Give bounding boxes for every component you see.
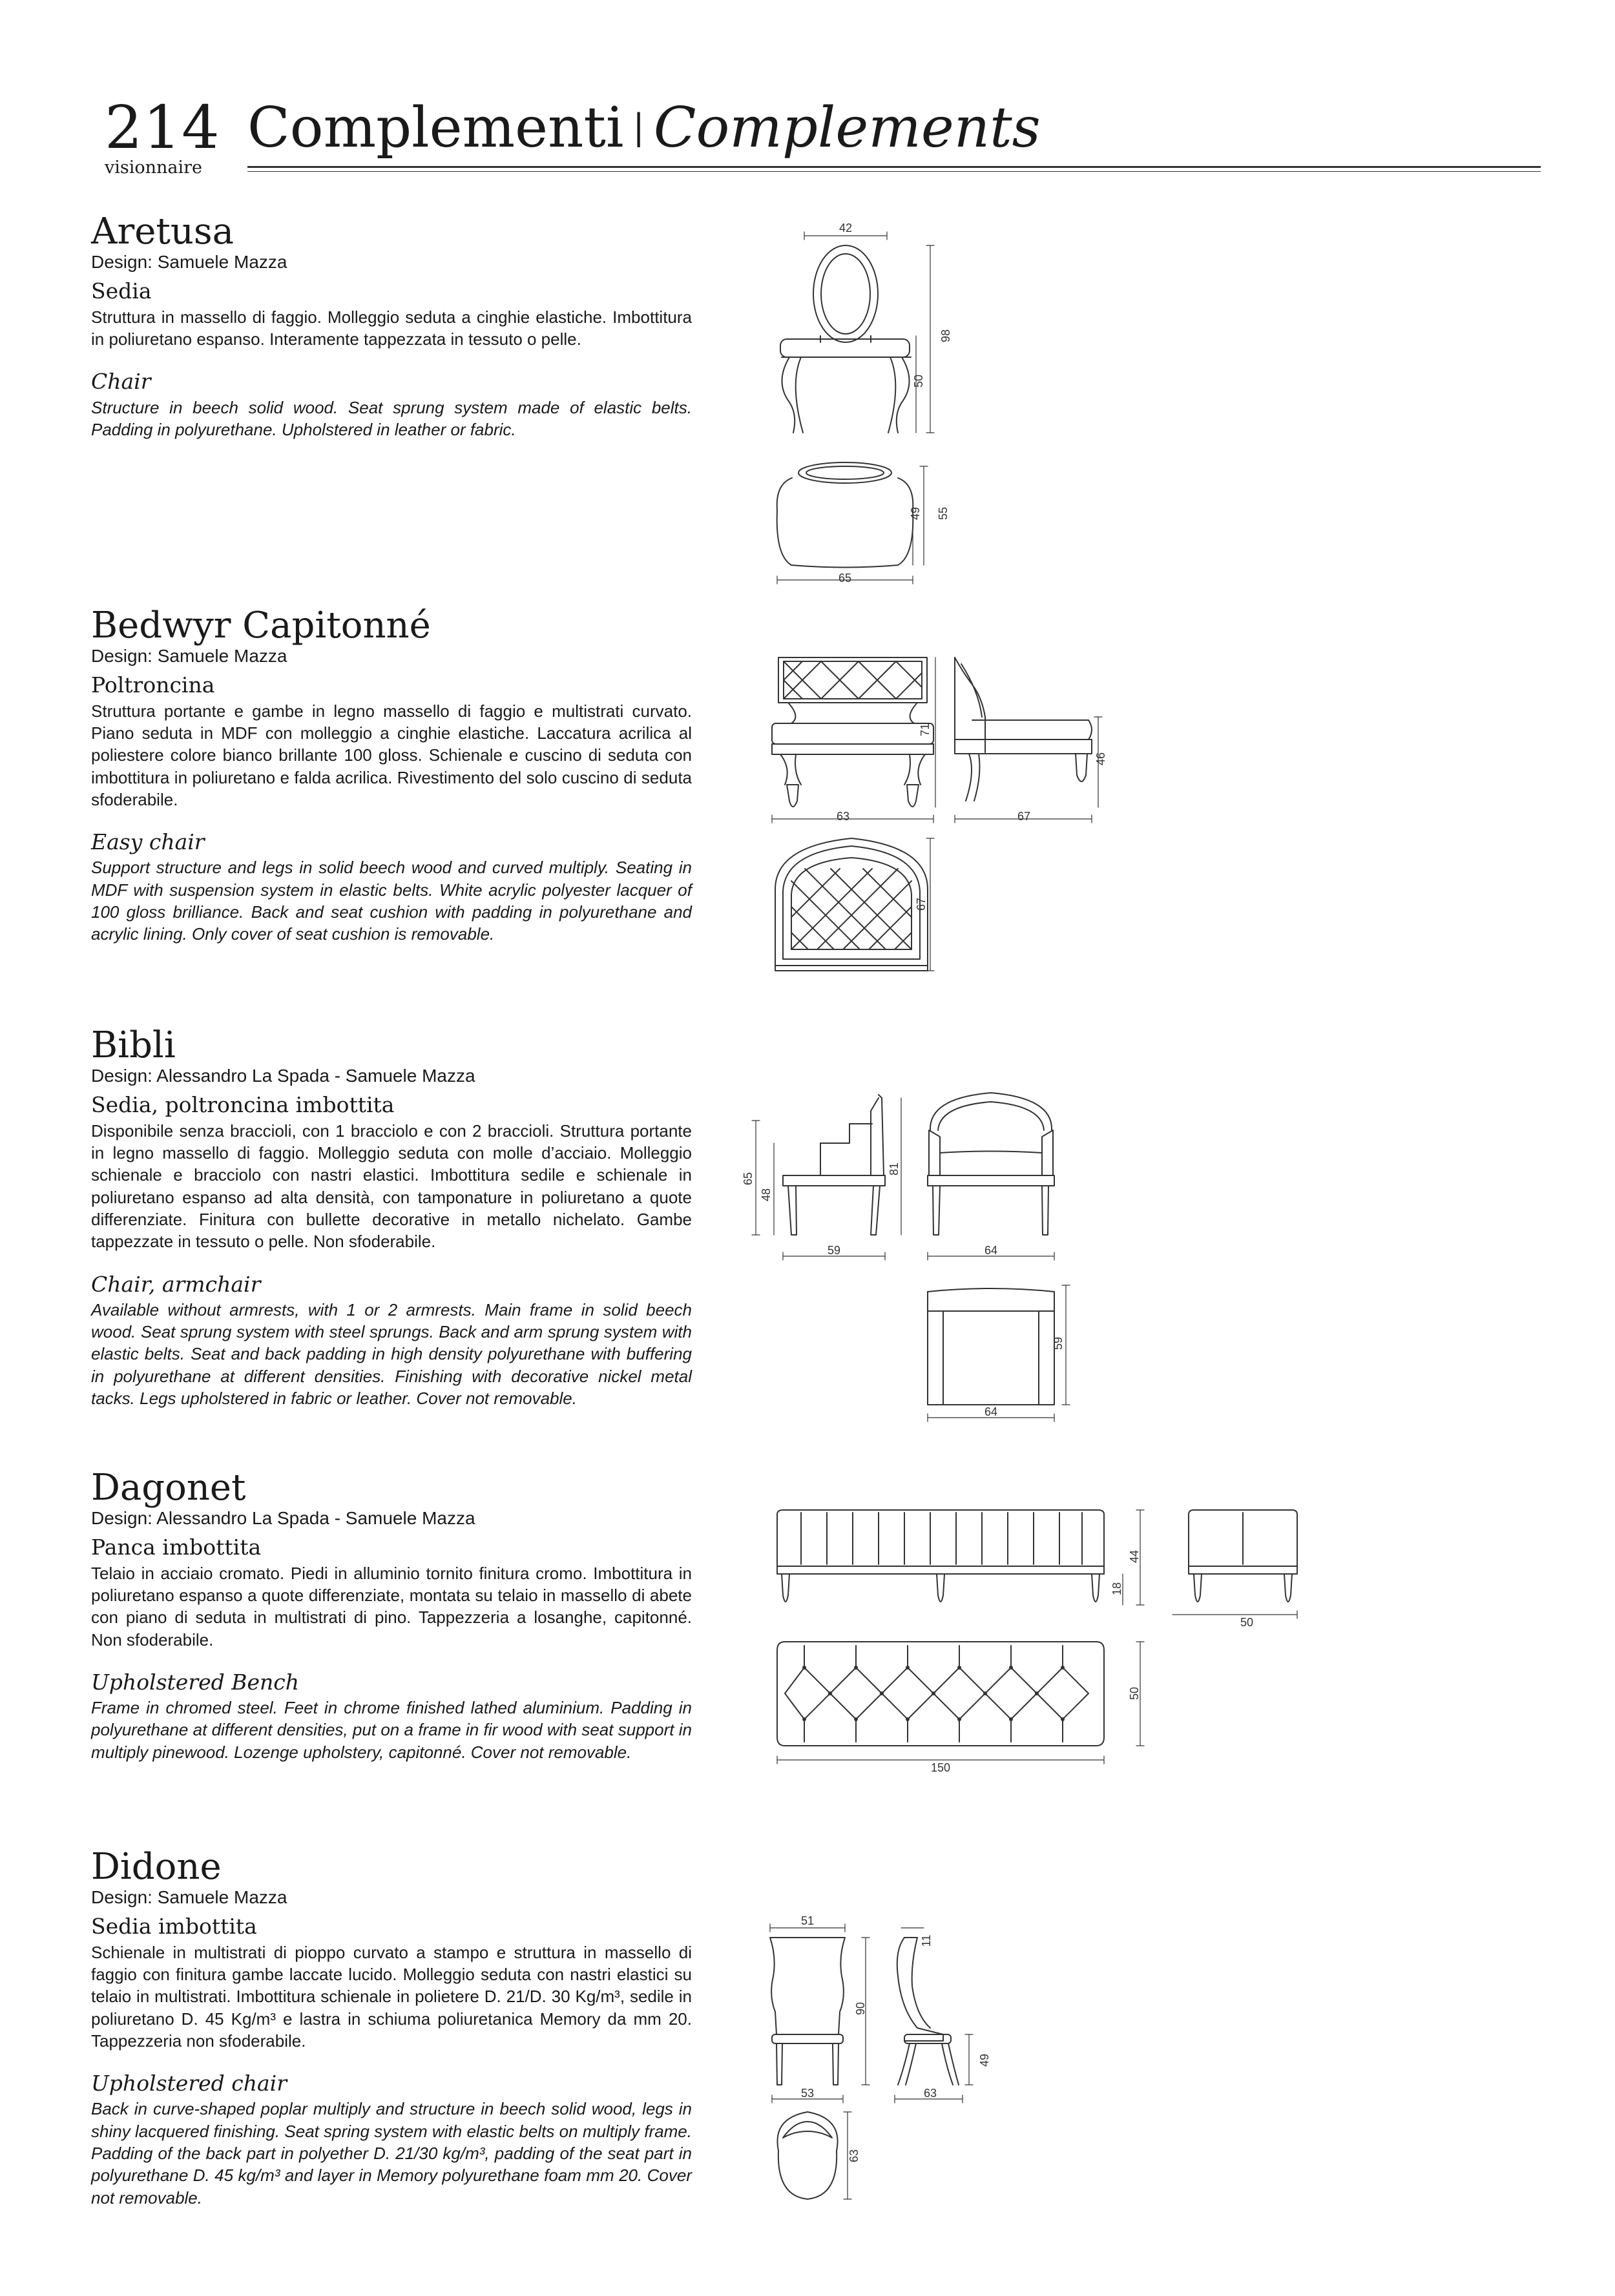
product-designer: Design: Alessandro La Spada - Samuele Mazza [91,1507,475,1528]
bibli-top-view [928,1288,1054,1405]
item-name-it: Sedia [91,278,152,304]
product-designer: Design: Samuele Mazza [91,251,287,272]
item-name-en: Easy chair [91,829,205,855]
item-name-it: Sedia, poltroncina imbottita [91,1092,395,1118]
dim-label: 67 [915,897,928,911]
item-name-it: Poltroncina [91,672,215,698]
dim-label: 50 [1240,1616,1254,1629]
dim-label: 50 [912,374,925,388]
didone-front-view [770,1938,845,2085]
product-name: Dagonet [91,1467,246,1509]
dim-label: 49 [909,506,922,521]
item-desc-it: Schienale in multistrati di pioppo curvato a stampo e struttura in massello di faggio con finitura gambe laccate lucido. Molleggio seduta con nastri elastici su telaio in multistrati. Imbottitura schienale in polietere D. 21/D. 30 Kg/m³, sedile in poliuretano D. 45 Kg/m³ e lastra in schiuma poliuretanica Memory da mm 20. Tappezzeria non sfoderabile. [91,1942,692,2051]
dim-label: 49 [978,2053,991,2067]
dim-label: 46 [1094,752,1107,766]
item-name-en: Upholstered chair [91,2071,287,2096]
dagonet-top-view [777,1642,1104,1746]
bedwyr-front-view [772,657,933,807]
brand-name: visionnaire [105,158,203,178]
item-desc-it: Disponibile senza braccioli, con 1 bracciolo e con 2 braccioli. Struttura portante in legno massello di faggio. Molleggio seduta con molle d’acciaio. Molleggio schienale e bracciolo con nastri elastici. Imbottitura sedile e schienale in poliuretano espanso ad alta densità, con tamponature in poliuretano a quote differenziate. Finitura con bullette decorative in metallo nichelato. Gambe tappezzate in tessuto o pelle. Non sfoderabile. [91,1121,692,1252]
dim-label: 64 [984,1405,998,1418]
dim-label: 42 [839,222,853,234]
dim-label: 11 [920,1934,933,1947]
dim-label: 65 [742,1172,755,1186]
aretusa-top-view [777,462,913,568]
dim-label: 63 [836,810,850,823]
dim-label: 90 [854,2001,867,2016]
didone-side-view [897,1938,959,2085]
bibli-dimension-lines [752,1098,1070,1422]
item-name-en: Chair [91,369,151,395]
dim-label: 18 [1110,1582,1123,1596]
item-desc-en: Support structure and legs in solid beech wood and curved multiply. Seating in MDF with suspension system in elastic belts. White acrylic polyester lacquer of 100 gloss brilliance. Back and seat cushion with padding in polyurethane and acrylic lining. Only cover of seat cushion is removable. [91,858,692,944]
dim-label: 48 [760,1188,773,1202]
bedwyr-top-view [775,838,928,971]
title-english: Complements [653,96,1041,160]
item-desc-en: Back in curve-shaped poplar multiply and structure in beech solid wood, legs in shiny lacquered finishing. Seat spring system with elastic belts on multiply frame. Padding of the back part in polyether D. 21/30 kg/m³, padding of the seat part in polyurethane D. 45 kg/m³ and layer in Memory polyurethane foam mm 20. Cover not removable. [91,2099,692,2208]
dim-label: 53 [800,2087,815,2100]
dim-label: 59 [827,1244,841,1257]
bibli-front-view [928,1093,1054,1235]
product-name: Bibli [91,1024,176,1066]
dim-label: 63 [848,2149,860,2163]
item-desc-en: Structure in beech solid wood. Seat sprung system made of elastic belts. Padding in polyurethane. Upholstered in leather or fabric. [91,397,692,439]
aretusa-dimension-lines [777,232,934,584]
dagonet-dimension-lines [777,1510,1297,1764]
item-name-it: Panca imbottita [91,1535,262,1560]
item-desc-it: Struttura in massello di faggio. Molleggio seduta a cinghie elastiche. Imbottitura in poliuretano espanso. Interamente tappezzata in tessuto o pelle. [91,307,692,349]
dim-label: 59 [1052,1336,1065,1350]
bedwyr-dimension-lines [772,657,1102,971]
page-number: 214 [105,93,220,162]
product-name: Didone [91,1846,222,1888]
item-desc-it: Struttura portante e gambe in legno massello di faggio e multistrati curvato. Piano seduta in MDF con molleggio a cinghie elastiche. Laccatura acrilica al poliestere colore bianco brillante 100 gloss. Schienale e cuscino di seduta con imbottitura in poliuretano e falda acrilica. Rivestimento del solo cuscino di seduta sfoderabile. [91,701,692,809]
dim-label: 98 [939,329,952,343]
item-name-it: Sedia imbottita [91,1914,257,1939]
dim-label: 65 [838,572,852,584]
dim-label: 81 [888,1162,901,1176]
dim-label: 55 [937,506,950,521]
item-desc-en: Available without armrests, with 1 or 2 armrests. Main frame in solid beech wood. Seat sprung system with steel sprungs. Back and arm sprung system with elastic belts. Seat and back padding in high density polyurethane with buffering in polyurethane at different densities. Finishing with decorative nickel metal tacks. Legs upholstered in fabric or leather. Cover not removable. [91,1299,692,1409]
didone-top-view [777,2112,837,2199]
title-italian: Complementi [247,96,624,160]
dagonet-front-view [777,1510,1104,1602]
title-separator: | [632,107,645,147]
item-desc-en: Frame in chromed steel. Feet in chrome finished lathed aluminium. Padding in polyurethane at different densities, put on a frame in fir wood with seat support in multiply pinewood. Lozenge upholstery, capitonné. Cover not removable. [91,1698,692,1762]
dim-label: 51 [800,1914,815,1927]
product-designer: Design: Samuele Mazza [91,645,287,666]
item-desc-it: Telaio in acciaio cromato. Piedi in alluminio tornito finitura cromo. Imbottitura in poliuretano espanso a quote differenziate, montata su telaio in massello di abete con piano di seduta in multistrati di pino. Tappezzeria a losanghe, capitonné. Non sfoderabile. [91,1563,692,1650]
bedwyr-side-view [955,657,1092,801]
didone-dimension-lines [770,1924,973,2199]
dim-label: 50 [1128,1686,1141,1701]
dim-label: 64 [984,1244,998,1257]
dim-label: 63 [923,2087,937,2100]
aretusa-front-view [780,245,911,433]
product-designer: Design: Alessandro La Spada - Samuele Mazza [91,1065,475,1086]
dim-label: 150 [930,1761,951,1774]
dim-label: 71 [919,723,932,737]
item-name-en: Upholstered Bench [91,1669,300,1695]
bibli-side-view [783,1095,885,1235]
product-name: Bedwyr Capitonné [91,605,431,646]
product-designer: Design: Samuele Mazza [91,1887,287,1907]
dagonet-side-view [1189,1510,1297,1602]
product-name: Aretusa [91,211,234,253]
dim-label: 44 [1128,1549,1141,1564]
item-name-en: Chair, armchair [91,1271,261,1297]
dim-label: 67 [1017,810,1031,823]
